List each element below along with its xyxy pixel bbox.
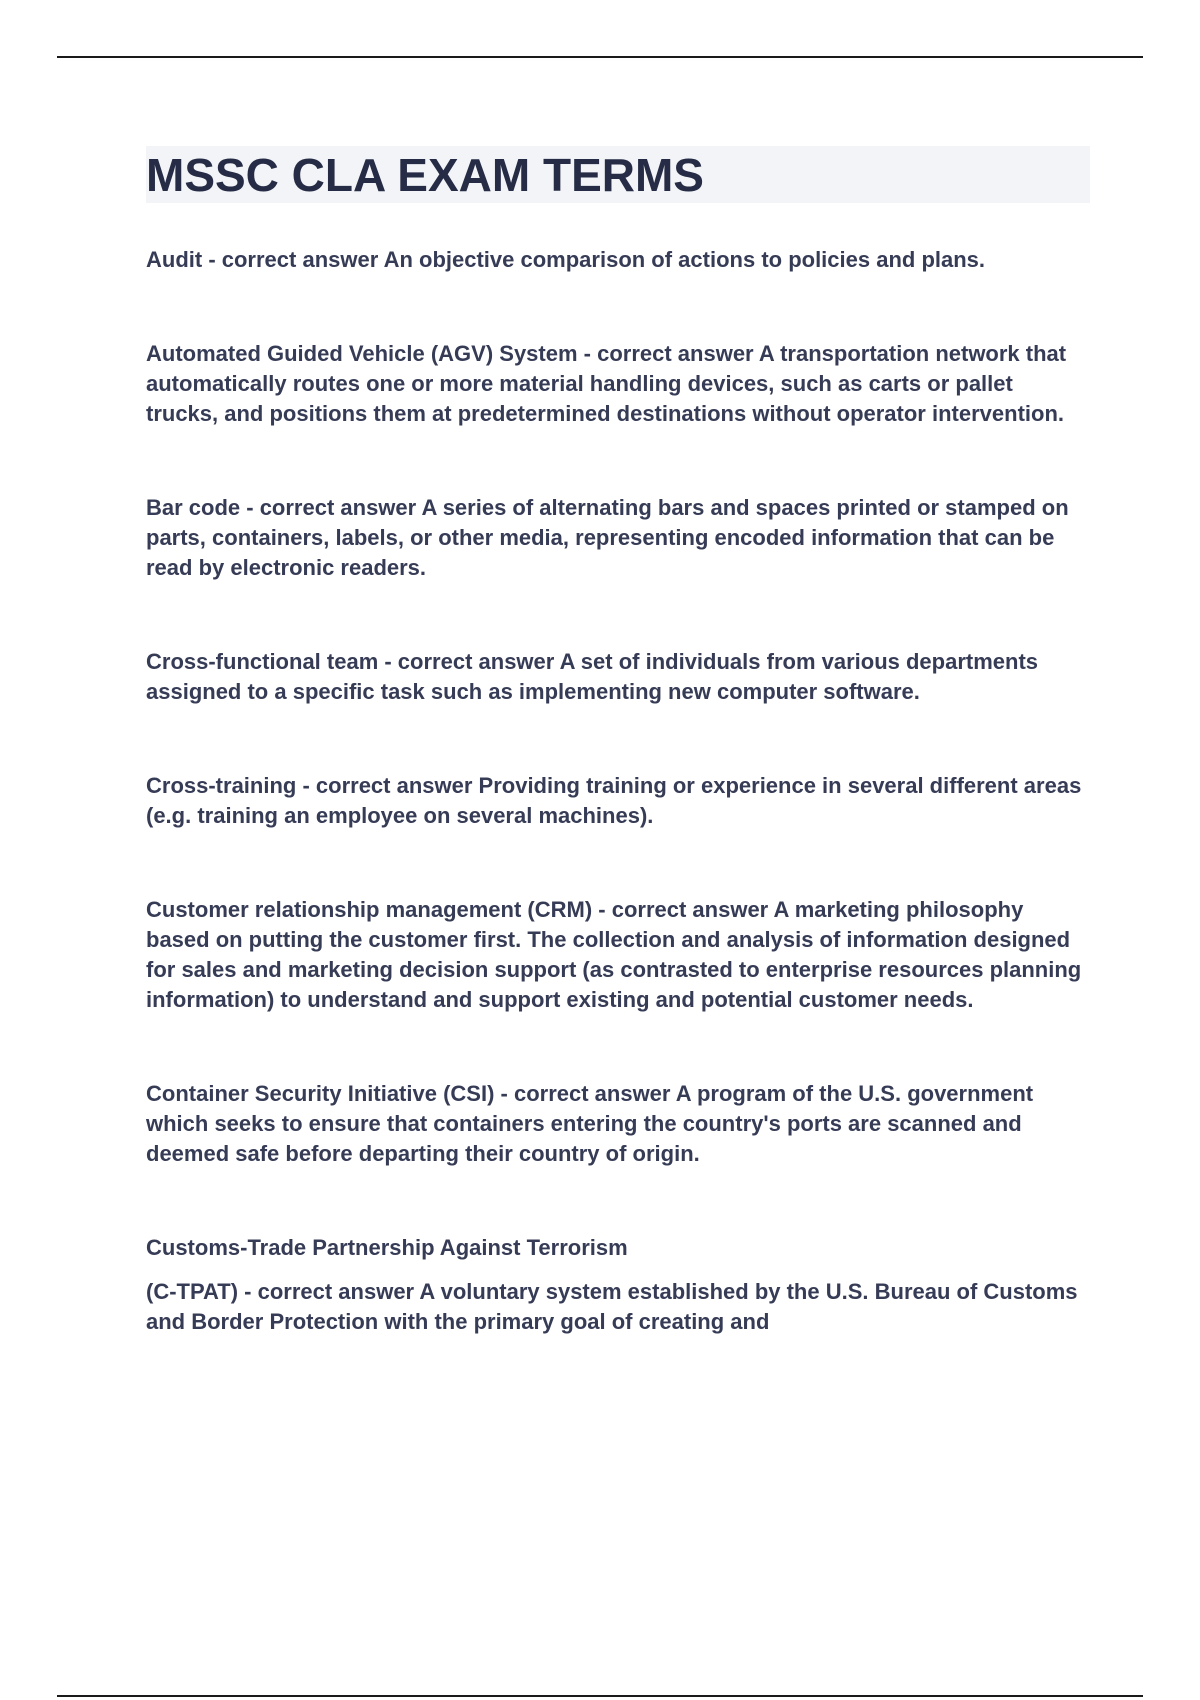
term-ctpat-definition: (C-TPAT) - correct answer A voluntary system established by the U.S. Bureau of Customs and Border Protection with the primary goal of creating and bbox=[146, 1279, 1078, 1334]
term-audit: Audit - correct answer An objective comparison of actions to policies and plans. bbox=[146, 247, 986, 272]
term-bar-code: Bar code - correct answer A series of alternating bars and spaces printed or stamped on parts, containers, labels, or other media, representing encoded information that can be read by electronic readers. bbox=[146, 495, 1069, 580]
term-cross-functional-team: Cross-functional team - correct answer A set of individuals from various departments assigned to a specific task such as implementing new computer software. bbox=[146, 649, 1039, 704]
term-csi: Container Security Initiative (CSI) - correct answer A program of the U.S. government which seeks to ensure that containers entering the country's ports are scanned and deemed safe before departing their country of origin. bbox=[146, 1081, 1034, 1166]
term-cross-training: Cross-training - correct answer Providing training or experience in several different areas (e.g. training an employee on several machines). bbox=[146, 773, 1082, 828]
term-crm: Customer relationship management (CRM) - correct answer A marketing philosophy based on putting the customer first. The collection and analysis of information designed for sales and marketing decision support (as contrasted to enterprise resources planning information) to understand and support existing and potential customer needs. bbox=[146, 897, 1082, 1012]
top-rule bbox=[57, 56, 1143, 58]
term-agv-system: Automated Guided Vehicle (AGV) System - correct answer A transportation network that automatically routes one or more material handling devices, such as carts or pallet trucks, and positions them at predetermined destinations without operator intervention. bbox=[146, 341, 1067, 426]
term-ctpat-heading: Customs-Trade Partnership Against Terrorism bbox=[146, 1235, 628, 1260]
document-body bbox=[146, 146, 1090, 1401]
title-band bbox=[146, 146, 1090, 203]
document-title: MSSC CLA EXAM TERMS bbox=[146, 148, 704, 201]
bottom-rule bbox=[57, 1695, 1143, 1697]
